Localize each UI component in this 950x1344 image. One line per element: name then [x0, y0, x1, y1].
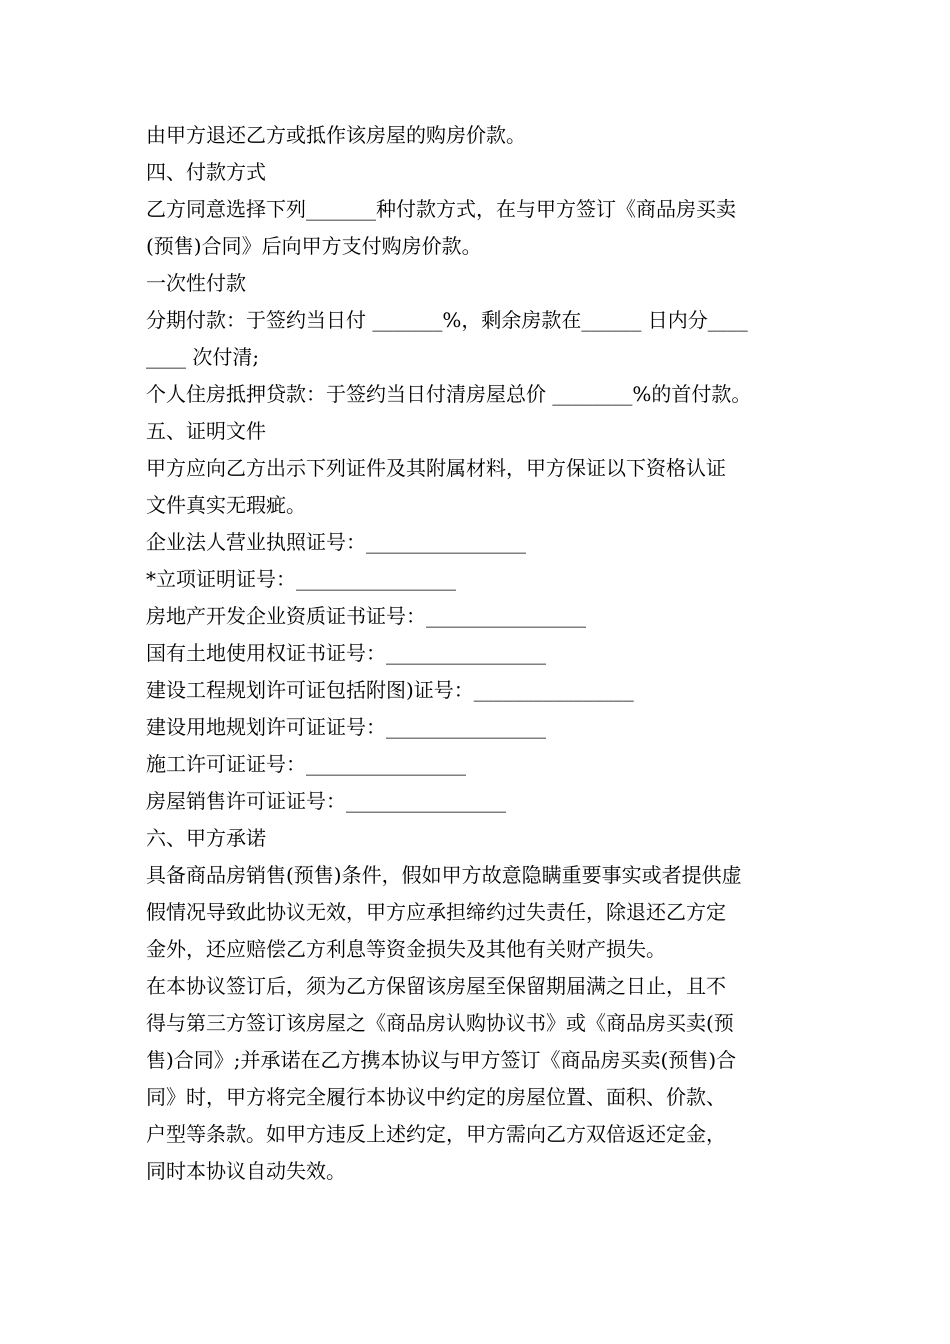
text-line: 建设用地规划许可证证号：________________ [146, 715, 546, 739]
text-line: 房屋销售许可证证号：________________ [146, 789, 506, 813]
text-line: 同时本协议自动失效。 [146, 1159, 346, 1183]
text-line: 具备商品房销售(预售)条件，假如甲方故意隐瞒重要事实或者提供虚 [146, 863, 742, 887]
text-line: ____ 次付清; [146, 345, 260, 369]
document-paragraph [146, 635, 811, 672]
document-paragraph [146, 524, 811, 561]
document-paragraph [146, 154, 811, 191]
text-line: (预售)合同》后向甲方支付购房价款。 [146, 234, 482, 258]
text-line: 施工许可证证号：________________ [146, 752, 466, 776]
text-line: 一次性付款 [146, 271, 246, 295]
document-paragraph [146, 265, 811, 302]
document-paragraph [146, 191, 811, 265]
text-line: 文件真实无瑕疵。 [146, 493, 306, 517]
text-line: 分期付款：于签约当日付 _______%，剩余房款在______ 日内分____ [146, 308, 748, 332]
text-line: 甲方应向乙方出示下列证件及其附属材料，甲方保证以下资格认证 [146, 456, 726, 480]
text-line: 由甲方退还乙方或抵作该房屋的购房价款。 [146, 123, 526, 147]
text-line: 个人住房抵押贷款：于签约当日付清房屋总价 ________%的首付款。 [146, 382, 752, 406]
text-line: 金外，还应赔偿乙方利息等资金损失及其他有关财产损失。 [146, 937, 666, 961]
text-line: 乙方同意选择下列_______种付款方式，在与甲方签订《商品房买卖 [146, 197, 736, 221]
document-paragraph [146, 709, 811, 746]
document-paragraph [146, 450, 811, 524]
document-paragraph [146, 376, 811, 413]
document-paragraph [146, 783, 811, 820]
document-paragraph [146, 968, 811, 1190]
text-line: 六、甲方承诺 [146, 826, 266, 850]
text-line: 五、证明文件 [146, 419, 266, 443]
text-line: *立项证明证号：________________ [146, 567, 456, 591]
text-line: 企业法人营业执照证号：________________ [146, 530, 526, 554]
document-paragraph [146, 820, 811, 857]
document-paragraph [146, 746, 811, 783]
document-body [146, 117, 811, 1190]
document-paragraph [146, 672, 811, 709]
document-paragraph [146, 302, 811, 376]
text-line: 四、付款方式 [146, 160, 266, 184]
text-line: 售)合同》;并承诺在乙方携本协议与甲方签订《商品房买卖(预售)合 [146, 1048, 737, 1072]
text-line: 得与第三方签订该房屋之《商品房认购协议书》或《商品房买卖(预 [146, 1011, 734, 1035]
document-paragraph [146, 117, 811, 154]
text-line: 户型等条款。如甲方违反上述约定，甲方需向乙方双倍返还定金， [146, 1122, 726, 1146]
text-line: 同》时，甲方将完全履行本协议中约定的房屋位置、面积、价款、 [146, 1085, 726, 1109]
document-paragraph [146, 857, 811, 968]
document-paragraph [146, 598, 811, 635]
document-paragraph [146, 561, 811, 598]
text-line: 房地产开发企业资质证书证号：________________ [146, 604, 586, 628]
text-line: 国有土地使用权证书证号：________________ [146, 641, 546, 665]
text-line: 建设工程规划许可证包括附图)证号：________________ [146, 678, 634, 702]
text-line: 假情况导致此协议无效，甲方应承担缔约过失责任，除退还乙方定 [146, 900, 726, 924]
document-paragraph [146, 413, 811, 450]
text-line: 在本协议签订后，须为乙方保留该房屋至保留期届满之日止，且不 [146, 974, 726, 998]
